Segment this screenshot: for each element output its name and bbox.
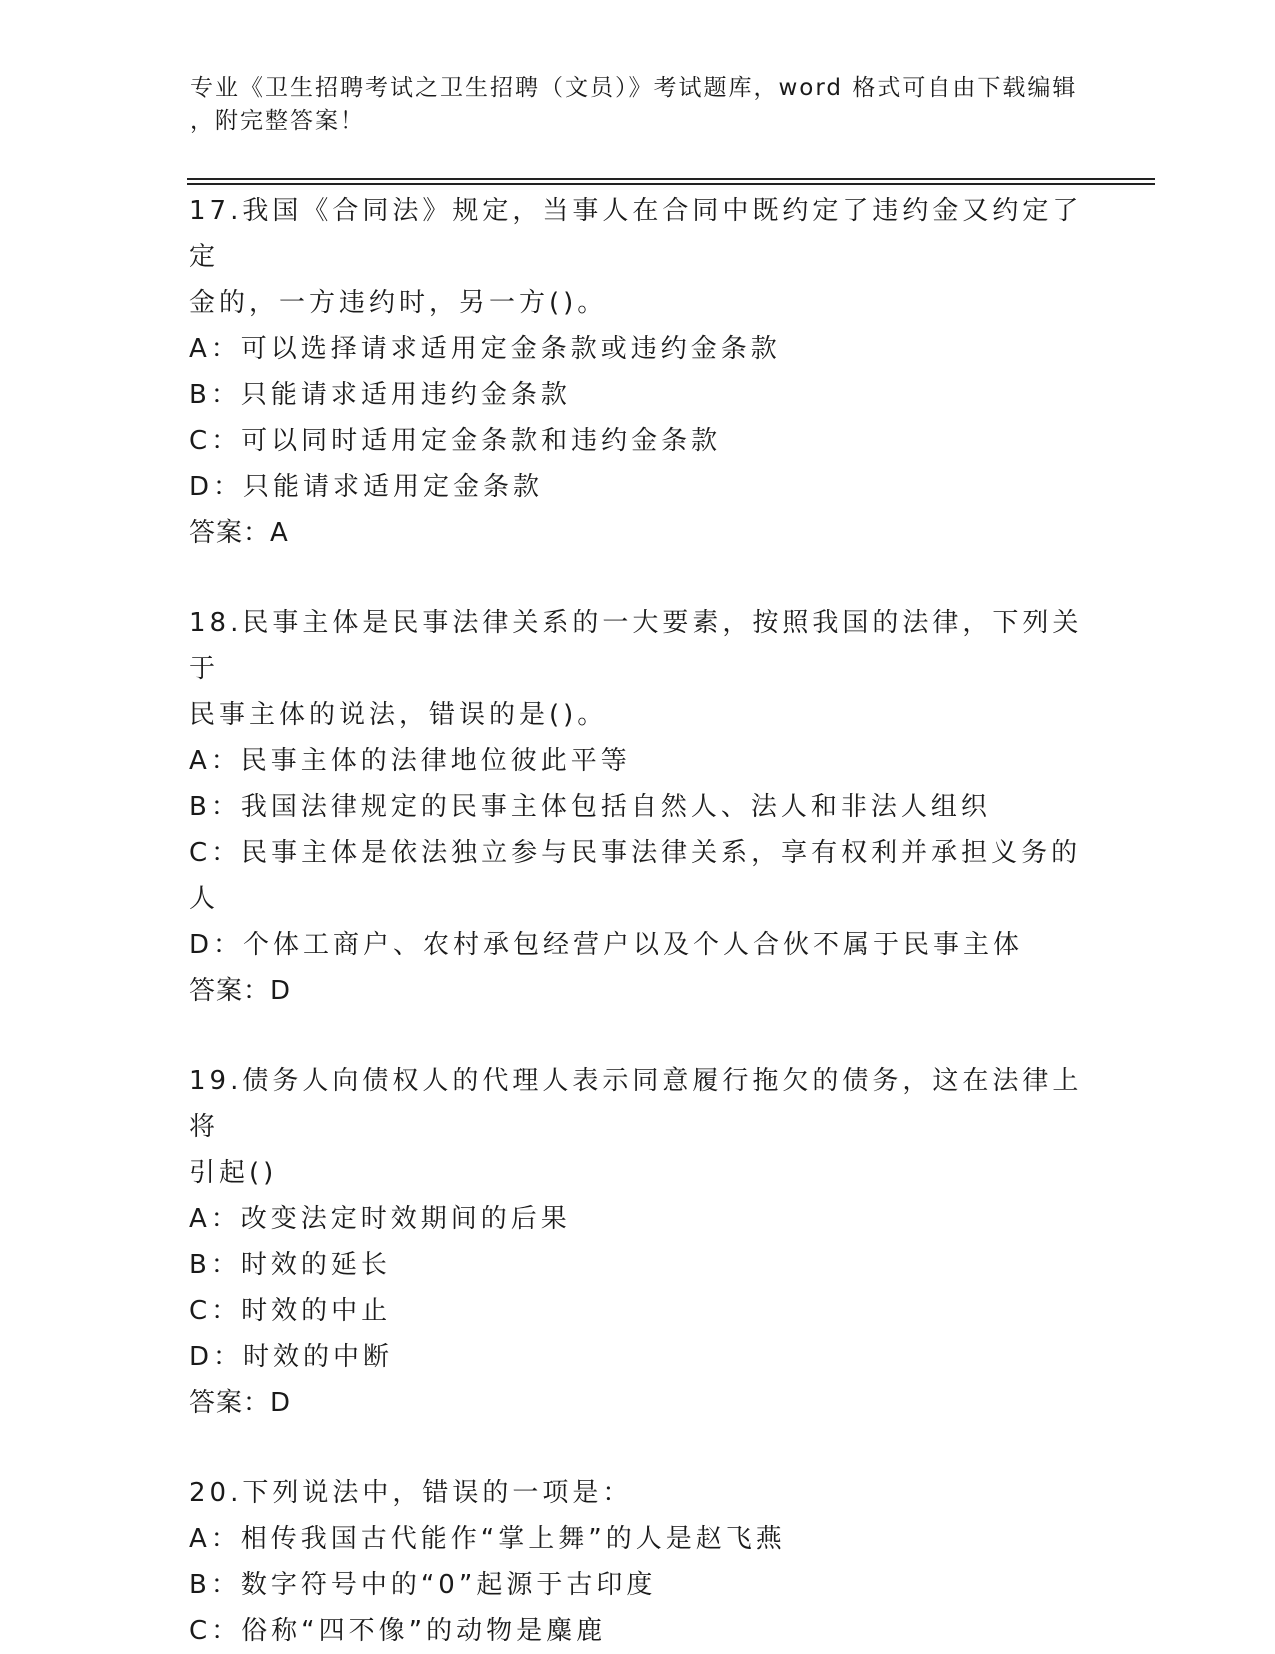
document-header bbox=[190, 72, 1090, 138]
question-17 bbox=[189, 188, 1089, 556]
option-c: C：俗称“四不像”的动物是麋鹿 bbox=[189, 1616, 607, 1646]
option-b: B：只能请求适用违约金条款 bbox=[189, 380, 571, 410]
option-a: A：改变法定时效期间的后果 bbox=[189, 1204, 571, 1234]
question-text-line: 民事主体的说法，错误的是()。 bbox=[189, 700, 608, 730]
option-c: C：民事主体是依法独立参与民事法律关系，享有权利并承担义务的人 bbox=[189, 838, 1082, 914]
header-rule-bottom bbox=[187, 183, 1155, 185]
question-18 bbox=[189, 600, 1089, 1014]
option-a: A：相传我国古代能作“掌上舞”的人是赵飞燕 bbox=[189, 1524, 786, 1554]
question-20 bbox=[189, 1470, 1089, 1654]
header-line-1: 专业《卫生招聘考试之卫生招聘（文员）》考试题库，word 格式可自由下载编辑 bbox=[190, 75, 1078, 101]
header-rule-top bbox=[187, 178, 1155, 180]
option-b: B：时效的延长 bbox=[189, 1250, 391, 1280]
option-d: D：只能请求适用定金条款 bbox=[189, 472, 544, 502]
answer: 答案：D bbox=[189, 1388, 292, 1418]
option-d: D：时效的中断 bbox=[189, 1342, 394, 1372]
option-b: B：数字符号中的“0”起源于古印度 bbox=[189, 1570, 657, 1600]
header-line-2: ，附完整答案！ bbox=[190, 108, 365, 134]
option-a: A：可以选择请求适用定金条款或违约金条款 bbox=[189, 334, 781, 364]
question-text-line: 引起() bbox=[189, 1158, 278, 1188]
answer: 答案：D bbox=[189, 976, 292, 1006]
question-text-line: 20.下列说法中，错误的一项是： bbox=[189, 1478, 633, 1508]
option-c: C：时效的中止 bbox=[189, 1296, 392, 1326]
option-c: C：可以同时适用定金条款和违约金条款 bbox=[189, 426, 722, 456]
option-d: D：个体工商户、农村承包经营户以及个人合伙不属于民事主体 bbox=[189, 930, 1024, 960]
question-text-line: 17.我国《合同法》规定，当事人在合同中既约定了违约金又约定了定 bbox=[189, 196, 1083, 272]
question-text-line: 金的，一方违约时，另一方()。 bbox=[189, 288, 608, 318]
question-text-line: 18.民事主体是民事法律关系的一大要素，按照我国的法律，下列关于 bbox=[189, 608, 1083, 684]
question-19 bbox=[189, 1058, 1089, 1426]
question-text-line: 19.债务人向债权人的代理人表示同意履行拖欠的债务，这在法律上将 bbox=[189, 1066, 1083, 1142]
option-b: B：我国法律规定的民事主体包括自然人、法人和非法人组织 bbox=[189, 792, 991, 822]
answer: 答案：A bbox=[189, 518, 289, 548]
option-a: A：民事主体的法律地位彼此平等 bbox=[189, 746, 631, 776]
question-list bbox=[189, 188, 1089, 1654]
